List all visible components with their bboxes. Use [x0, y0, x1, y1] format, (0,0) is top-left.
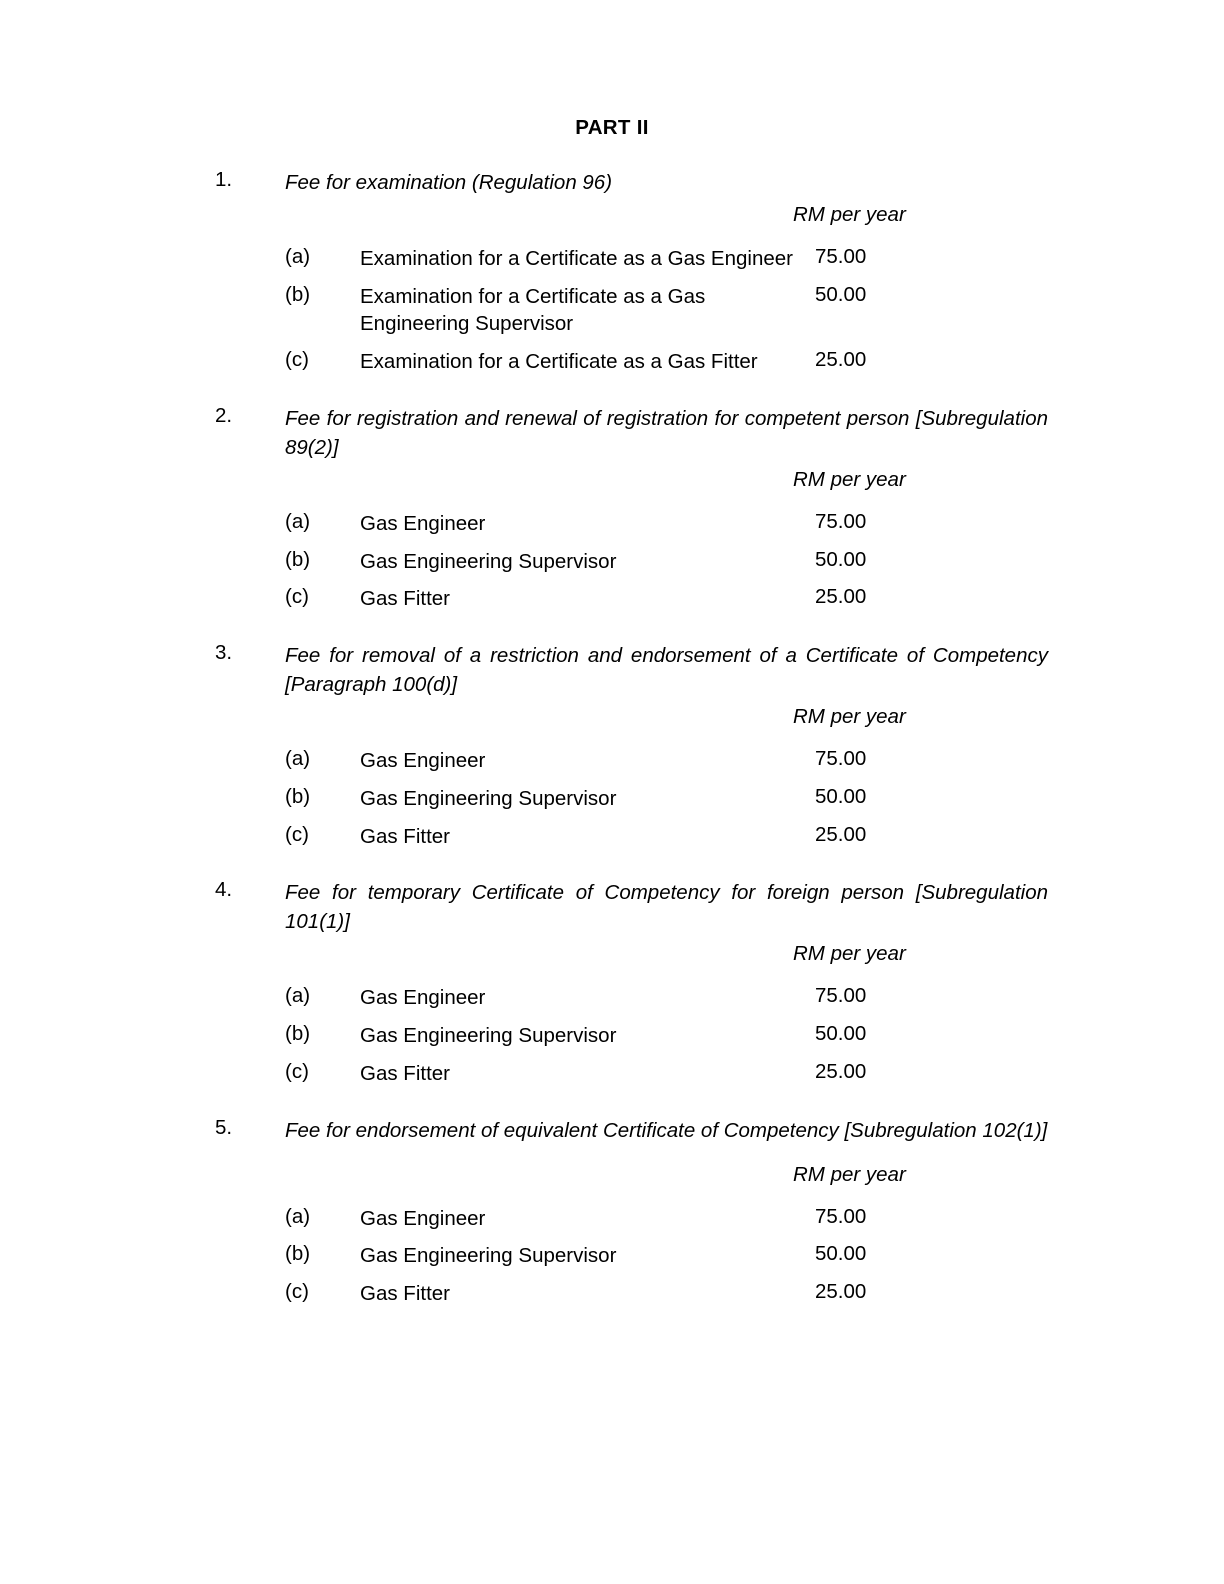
- section-title: Fee for temporary Certificate of Competency for foreign person [Subregulation 101(1)]: [285, 881, 1048, 934]
- item-description: Gas Fitter: [360, 1061, 450, 1085]
- section-heading: [215, 404, 1048, 462]
- item-description: Gas Engineering Supervisor: [360, 786, 617, 810]
- section-5: [0, 1116, 1224, 1308]
- item-letter: (c): [285, 348, 309, 372]
- item-amount: 75.00: [815, 245, 867, 269]
- fee-row: [285, 984, 1224, 1012]
- item-description: Gas Engineering Supervisor: [360, 1244, 617, 1268]
- item-description: Gas Fitter: [360, 1281, 450, 1305]
- item-letter: (a): [285, 510, 311, 534]
- currency-label: RM per year: [793, 468, 906, 492]
- fee-row: [285, 1242, 1224, 1270]
- item-amount: 50.00: [815, 784, 867, 808]
- fee-row: [285, 1022, 1224, 1050]
- section-number: 2.: [215, 403, 233, 427]
- item-amount: 25.00: [815, 1059, 867, 1083]
- fee-row: [285, 510, 1224, 538]
- currency-label: RM per year: [793, 705, 906, 729]
- item-letter: (b): [285, 282, 311, 306]
- item-amount: 75.00: [815, 510, 867, 534]
- item-letter: (b): [285, 1022, 311, 1046]
- item-amount: 50.00: [815, 282, 867, 306]
- fee-row: [285, 548, 1224, 576]
- item-description: Gas Engineer: [360, 512, 486, 536]
- item-amount: 25.00: [815, 822, 867, 846]
- page-title: PART II: [575, 116, 649, 139]
- fee-row: [285, 245, 1224, 273]
- section-number: 4.: [215, 878, 233, 902]
- section-title: Fee for endorsement of equivalent Certificate of Competency [Subregulation 102(1)]: [285, 1118, 1048, 1142]
- section-3: [0, 641, 1224, 850]
- item-letter: (a): [285, 245, 311, 269]
- item-description: Gas Engineering Supervisor: [360, 1024, 617, 1048]
- fee-row: [285, 1060, 1224, 1088]
- item-letter: (b): [285, 784, 311, 808]
- item-letter: (a): [285, 1204, 311, 1228]
- item-amount: 50.00: [815, 547, 867, 571]
- fee-row: [285, 283, 1224, 338]
- item-amount: 50.00: [815, 1022, 867, 1046]
- section-heading: [215, 878, 1048, 936]
- item-amount: 75.00: [815, 984, 867, 1008]
- section-heading: [215, 641, 1048, 699]
- fee-row: [285, 585, 1224, 613]
- fee-row: [285, 747, 1224, 775]
- item-amount: 50.00: [815, 1242, 867, 1266]
- section-heading: [215, 1116, 1048, 1145]
- item-description: Gas Engineer: [360, 986, 486, 1010]
- item-description: Examination for a Certificate as a Gas Engineer: [360, 247, 793, 271]
- item-letter: (a): [285, 747, 311, 771]
- section-4: [0, 878, 1224, 1087]
- section-1: [0, 168, 1224, 376]
- item-description: Gas Engineer: [360, 1206, 486, 1230]
- item-amount: 25.00: [815, 1279, 867, 1303]
- item-amount: 75.00: [815, 747, 867, 771]
- section-title: Fee for examination (Regulation 96): [285, 171, 613, 194]
- item-amount: 25.00: [815, 348, 867, 372]
- section-title: Fee for registration and renewal of registration for competent person [Subregulation 89(2)]: [285, 406, 1048, 459]
- item-letter: (c): [285, 1279, 309, 1303]
- item-description: Examination for a Certificate as a Gas Engineering Supervisor: [360, 284, 706, 336]
- currency-label: RM per year: [793, 203, 906, 227]
- item-letter: (b): [285, 1242, 311, 1266]
- section-2: [0, 404, 1224, 613]
- item-description: Gas Fitter: [360, 587, 450, 611]
- fee-row: [285, 823, 1224, 851]
- currency-label: RM per year: [793, 1162, 906, 1186]
- currency-label: RM per year: [793, 942, 906, 966]
- item-description: Gas Engineering Supervisor: [360, 549, 617, 573]
- item-letter: (a): [285, 984, 311, 1008]
- fee-row: [285, 1205, 1224, 1233]
- item-description: Gas Engineer: [360, 749, 486, 773]
- item-amount: 75.00: [815, 1204, 867, 1228]
- section-number: 3.: [215, 641, 233, 665]
- item-letter: (c): [285, 1059, 309, 1083]
- item-letter: (c): [285, 822, 309, 846]
- item-letter: (b): [285, 547, 311, 571]
- section-number: 1.: [215, 168, 233, 191]
- section-heading: [215, 168, 1048, 197]
- item-description: Gas Fitter: [360, 824, 450, 848]
- fee-row: [285, 348, 1224, 376]
- item-letter: (c): [285, 585, 309, 609]
- section-number: 5.: [215, 1115, 233, 1139]
- section-title: Fee for removal of a restriction and endorsement of a Certificate of Competency [Paragraph 100(d)]: [285, 644, 1048, 697]
- item-amount: 25.00: [815, 585, 867, 609]
- item-description: Examination for a Certificate as a Gas Fitter: [360, 350, 758, 374]
- fee-row: [285, 785, 1224, 813]
- fee-row: [285, 1280, 1224, 1308]
